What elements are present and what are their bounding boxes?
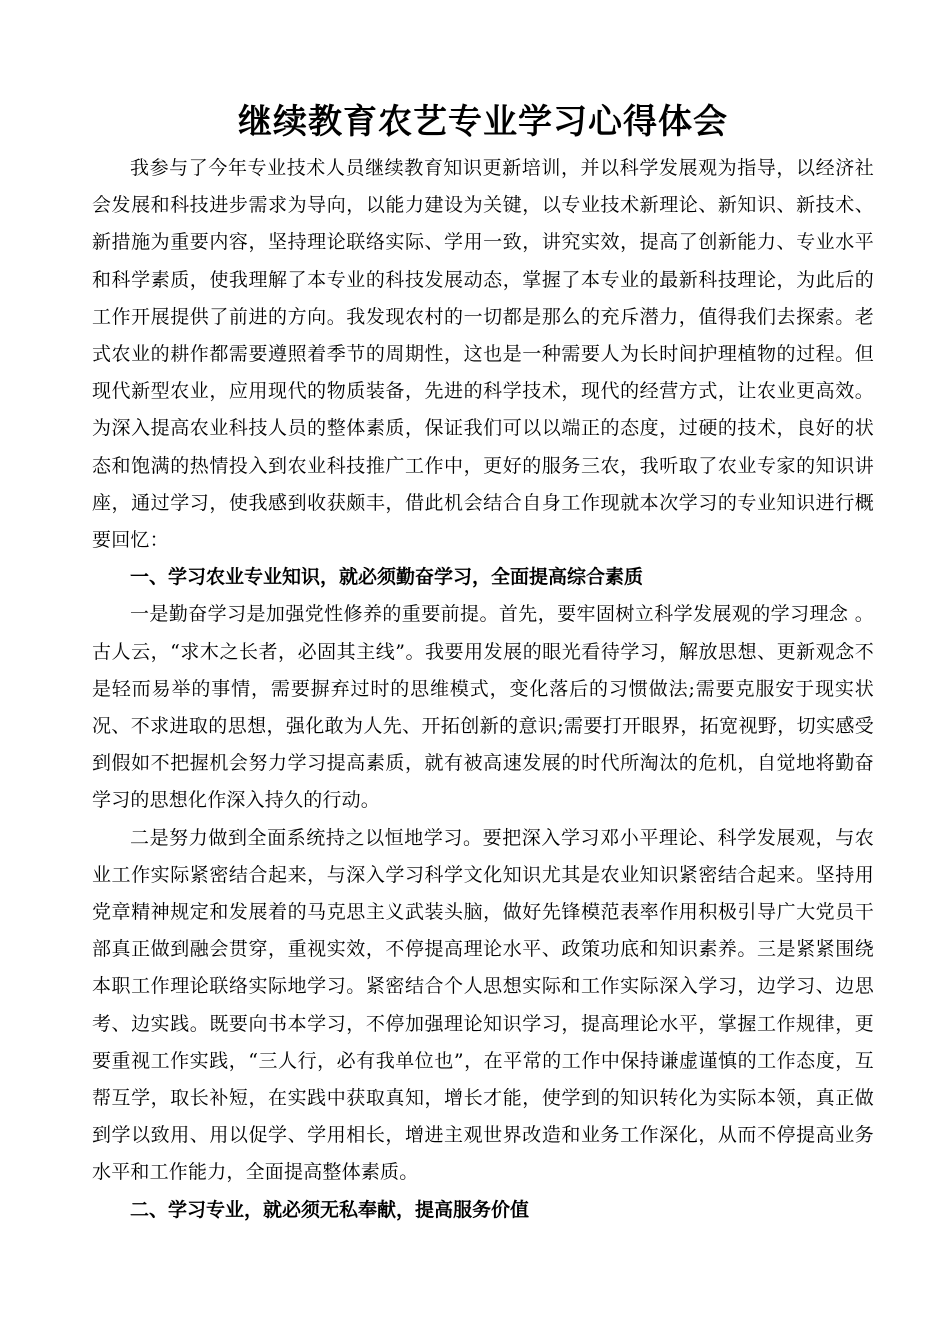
body-paragraph-1: 一是勤奋学习是加强党性修养的重要前提。首先，要牢固树立科学发展观的学习理念 。古人云，“求木之长者，必固其主线”。我要用发展的眼光看待学习，解放思想、更新观念不是轻而易举的事情，需要摒弃过时的思维模式，变化落后的习惯做法;需要克服安于现实状况、不求进取的思想，强化敢为人先、开拓创新的意识;需要打开眼界，拓宽视野，切实感受到假如不把握机会努力学习提高素质，就有被高速发展的时代所淘汰的危机，自觉地将勤奋学习的思想化作深入持久的行动。 <box>92 603 874 812</box>
body-paragraph-2: 二是努力做到全面系统持之以恒地学习。要把深入学习邓小平理论、科学发展观，与农业工作实际紧密结合起来，与深入学习科学文化知识尤其是农业知识紧密结合起来。坚持用党章精神规定和发展着的马克思主义武装头脑，做好先锋模范表率作用积极引导广大党员干部真正做到融会贯穿，重视实效，不停提高理论水平、政策功底和知识素养。三是紧紧围绕本职工作理论联络实际地学习。紧密结合个人思想实际和工作实际深入学习，边学习、边思考、边实践。既要向书本学习，不停加强理论知识学习，提高理论水平，掌握工作规律，更要重视工作实践，“三人行，必有我单位也”，在平常的工作中保持谦虚谨慎的工作态度，互帮互学，取长补短，在实践中获取真知，增长才能，使学到的知识转化为实际本领，真正做到学以致用、用以促学、学用相长，增进主观世界改造和业务工作深化，从而不停提高业务水平和工作能力，全面提高整体素质。 <box>92 826 874 1184</box>
document-title: 继续教育农艺专业学习心得体会 <box>238 102 728 142</box>
section-heading-2: 二、学习专业，就必须无私奉献，提高服务价值 <box>130 1198 530 1221</box>
document-page <box>92 96 874 1229</box>
section-heading-1: 一、学习农业专业知识，就必须勤奋学习，全面提高综合素质 <box>130 566 644 589</box>
intro-paragraph: 我参与了今年专业技术人员继续教育知识更新培训，并以科学发展观为指导，以经济社会发展和科技进步需求为导向，以能力建设为关键，以专业技术新理论、新知识、新技术、新措施为重要内容，坚持理论联络实际、学用一致，讲究实效，提高了创新能力、专业水平和科学素质，使我理解了本专业的科技发展动态，掌握了本专业的最新科技理论，为此后的工作开展提供了前进的方向。我发现农村的一切都是那么的充斥潜力，值得我们去探索。老式农业的耕作都需要遵照着季节的周期性，这也是一种需要人为长时间护理植物的过程。但现代新型农业，应用现代的物质装备，先进的科学技术，现代的经营方式，让农业更高效。为深入提高农业科技人员的整体素质，保证我们可以以端正的态度，过硬的技术，良好的状态和饱满的热情投入到农业科技推广工作中，更好的服务三农，我听取了农业专家的知识讲座，通过学习，使我感到收获颇丰，借此机会结合自身工作现就本次学习的专业知识进行概要回忆： <box>92 157 874 552</box>
